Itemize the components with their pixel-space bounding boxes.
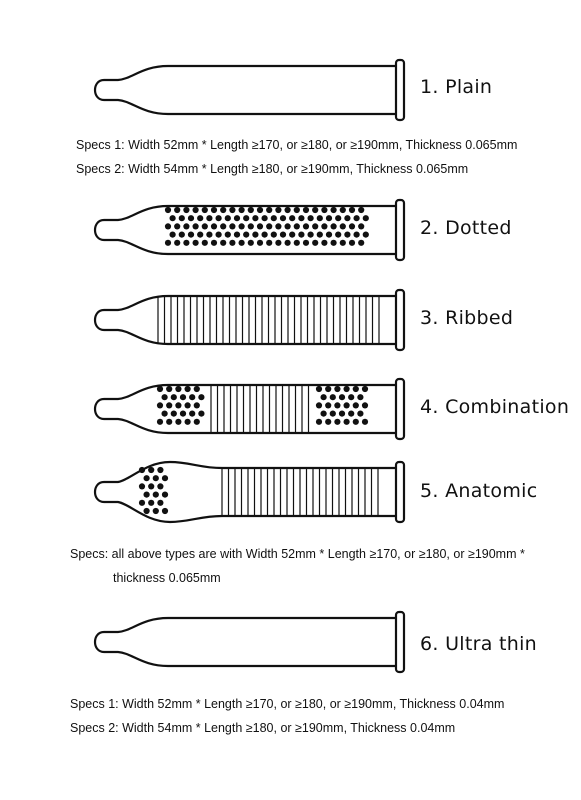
- texture-dot: [353, 402, 359, 408]
- texture-dot: [349, 223, 355, 229]
- condom-ring: [396, 200, 404, 260]
- texture-dot: [262, 215, 268, 221]
- texture-dot: [248, 240, 254, 246]
- texture-dot: [206, 232, 212, 238]
- texture-dot: [185, 402, 191, 408]
- texture-dot: [335, 215, 341, 221]
- texture-dot: [344, 402, 350, 408]
- texture-dot: [243, 232, 249, 238]
- texture-dot: [139, 467, 145, 473]
- texture-dot: [193, 223, 199, 229]
- texture-dot: [139, 483, 145, 489]
- texture-dot: [229, 240, 235, 246]
- texture-dot: [334, 419, 340, 425]
- texture-dot: [239, 207, 245, 213]
- texture-dot: [144, 492, 150, 498]
- texture-dot: [257, 207, 263, 213]
- texture-dot: [266, 207, 272, 213]
- texture-dot: [331, 207, 337, 213]
- texture-dot: [294, 240, 300, 246]
- texture-dot: [275, 223, 281, 229]
- texture-dot: [162, 394, 168, 400]
- texture-dot: [303, 240, 309, 246]
- texture-dot: [362, 419, 368, 425]
- label-ribbed: 3. Ribbed: [420, 307, 514, 329]
- texture-dot: [144, 475, 150, 481]
- texture-dot: [321, 394, 327, 400]
- texture-dot: [189, 394, 195, 400]
- texture-dot: [189, 411, 195, 417]
- spec-bottom-1: Specs 1: Width 52mm * Length ≥170, or ≥180, or ≥190mm, Thickness 0.04mm: [70, 697, 505, 711]
- texture-dot: [312, 240, 318, 246]
- texture-dot: [344, 419, 350, 425]
- texture-dot: [165, 240, 171, 246]
- texture-dot: [252, 215, 258, 221]
- spec-all-line-2: thickness 0.065mm: [113, 571, 221, 585]
- texture-dot: [344, 386, 350, 392]
- texture-dot: [185, 386, 191, 392]
- texture-dot: [166, 386, 172, 392]
- texture-dot: [197, 215, 203, 221]
- texture-dot: [174, 207, 180, 213]
- texture-dot: [289, 215, 295, 221]
- texture-dot: [183, 223, 189, 229]
- texture-dot: [331, 240, 337, 246]
- spec-all-line-1: Specs: all above types are with Width 52mm * Length ≥170, or ≥180, or ≥190mm *: [70, 547, 525, 561]
- texture-dot: [266, 240, 272, 246]
- texture-dot: [348, 411, 354, 417]
- texture-dot: [280, 215, 286, 221]
- label-plain: 1. Plain: [420, 76, 493, 98]
- texture-dot: [334, 386, 340, 392]
- texture-dot: [157, 386, 163, 392]
- texture-dot: [325, 386, 331, 392]
- condom-outline: [95, 206, 395, 254]
- texture-dot: [157, 402, 163, 408]
- texture-dot: [248, 207, 254, 213]
- texture-dot: [194, 386, 200, 392]
- texture-dot: [220, 207, 226, 213]
- texture-dot: [239, 240, 245, 246]
- texture-dot: [198, 394, 204, 400]
- texture-dot: [197, 232, 203, 238]
- texture-dot: [280, 232, 286, 238]
- texture-dot: [285, 207, 291, 213]
- texture-dot: [170, 232, 176, 238]
- texture-dot: [239, 223, 245, 229]
- texture-dot: [166, 402, 172, 408]
- texture-dot: [179, 232, 185, 238]
- label-dotted: 2. Dotted: [420, 217, 512, 239]
- texture-dot: [321, 223, 327, 229]
- texture-dot: [139, 500, 145, 506]
- plain-condom-svg: [0, 52, 581, 128]
- texture-dot: [171, 394, 177, 400]
- texture-dot: [211, 223, 217, 229]
- texture-dot: [344, 215, 350, 221]
- texture-dot: [157, 500, 163, 506]
- texture-dot: [340, 207, 346, 213]
- texture-dot: [353, 419, 359, 425]
- texture-dot: [340, 240, 346, 246]
- texture-dot: [171, 411, 177, 417]
- texture-dot: [211, 207, 217, 213]
- texture-dot: [289, 232, 295, 238]
- texture-dot: [175, 419, 181, 425]
- texture-dot: [180, 411, 186, 417]
- texture-dot: [162, 475, 168, 481]
- texture-dot: [312, 207, 318, 213]
- texture-dot: [185, 419, 191, 425]
- texture-dot: [225, 215, 231, 221]
- texture-dot: [308, 232, 314, 238]
- texture-dot: [220, 240, 226, 246]
- texture-dot: [216, 215, 222, 221]
- texture-dot: [162, 492, 168, 498]
- texture-dot: [266, 223, 272, 229]
- texture-dot: [303, 223, 309, 229]
- texture-dot: [229, 207, 235, 213]
- texture-dot: [317, 232, 323, 238]
- texture-dot: [339, 394, 345, 400]
- texture-dot: [220, 223, 226, 229]
- condom-ring: [396, 379, 404, 439]
- texture-dot: [316, 386, 322, 392]
- texture-dot: [275, 207, 281, 213]
- texture-dot: [334, 402, 340, 408]
- texture-dot: [316, 402, 322, 408]
- texture-dot: [183, 240, 189, 246]
- texture-dot: [162, 411, 168, 417]
- texture-dot: [166, 419, 172, 425]
- texture-dot: [229, 223, 235, 229]
- texture-dot: [317, 215, 323, 221]
- texture-dot: [216, 232, 222, 238]
- texture-dot: [358, 223, 364, 229]
- texture-dot: [326, 232, 332, 238]
- texture-dot: [312, 223, 318, 229]
- texture-dot: [298, 215, 304, 221]
- texture-dot: [348, 394, 354, 400]
- condom-outline: [95, 385, 395, 433]
- texture-dot: [183, 207, 189, 213]
- condom-outline: [95, 618, 395, 666]
- texture-dot: [252, 232, 258, 238]
- texture-dot: [165, 207, 171, 213]
- texture-dot: [353, 386, 359, 392]
- texture-dot: [157, 467, 163, 473]
- texture-dot: [257, 240, 263, 246]
- texture-dot: [234, 232, 240, 238]
- texture-dot: [340, 223, 346, 229]
- texture-dot: [206, 215, 212, 221]
- texture-dot: [188, 215, 194, 221]
- texture-dot: [211, 240, 217, 246]
- texture-dot: [234, 215, 240, 221]
- texture-dot: [148, 483, 154, 489]
- texture-dot: [202, 240, 208, 246]
- texture-dot: [298, 232, 304, 238]
- texture-dot: [358, 207, 364, 213]
- texture-dot: [357, 411, 363, 417]
- texture-dot: [180, 394, 186, 400]
- texture-dot: [303, 207, 309, 213]
- texture-dot: [349, 240, 355, 246]
- texture-dot: [362, 402, 368, 408]
- texture-dot: [362, 386, 368, 392]
- texture-dot: [285, 223, 291, 229]
- texture-dot: [308, 215, 314, 221]
- texture-dot: [198, 411, 204, 417]
- texture-dot: [194, 402, 200, 408]
- texture-dot: [153, 508, 159, 514]
- texture-dot: [354, 215, 360, 221]
- texture-dot: [193, 240, 199, 246]
- condom-ring: [396, 462, 404, 522]
- texture-dot: [157, 483, 163, 489]
- texture-dot: [339, 411, 345, 417]
- condom-ring: [396, 60, 404, 120]
- texture-dot: [321, 411, 327, 417]
- texture-dot: [354, 232, 360, 238]
- plain-condom-illustration: [0, 52, 581, 128]
- texture-dot: [144, 508, 150, 514]
- texture-dot: [335, 232, 341, 238]
- texture-dot: [285, 240, 291, 246]
- texture-dot: [363, 232, 369, 238]
- condom-ring: [396, 290, 404, 350]
- texture-dot: [170, 215, 176, 221]
- texture-dot: [330, 411, 336, 417]
- texture-dot: [165, 223, 171, 229]
- texture-dot: [243, 215, 249, 221]
- label-ultra-thin: 6. Ultra thin: [420, 633, 538, 655]
- texture-dot: [271, 215, 277, 221]
- texture-dot: [153, 492, 159, 498]
- condom-ring: [396, 612, 404, 672]
- texture-dot: [175, 402, 181, 408]
- texture-dot: [148, 467, 154, 473]
- texture-dot: [175, 386, 181, 392]
- texture-dot: [344, 232, 350, 238]
- texture-dot: [188, 232, 194, 238]
- condom-outline: [95, 296, 395, 344]
- texture-dot: [148, 500, 154, 506]
- spec-top-1: Specs 1: Width 52mm * Length ≥170, or ≥180, or ≥190mm, Thickness 0.065mm: [76, 138, 518, 152]
- texture-dot: [174, 240, 180, 246]
- texture-dot: [194, 419, 200, 425]
- texture-dot: [202, 207, 208, 213]
- texture-dot: [275, 240, 281, 246]
- texture-dot: [257, 223, 263, 229]
- texture-dot: [153, 475, 159, 481]
- texture-dot: [179, 215, 185, 221]
- texture-dot: [262, 232, 268, 238]
- texture-dot: [363, 215, 369, 221]
- texture-dot: [357, 394, 363, 400]
- condom-outline: [95, 66, 395, 114]
- texture-dot: [174, 223, 180, 229]
- texture-dot: [325, 419, 331, 425]
- texture-dot: [162, 508, 168, 514]
- texture-dot: [331, 223, 337, 229]
- texture-dot: [157, 419, 163, 425]
- texture-dot: [326, 215, 332, 221]
- texture-dot: [358, 240, 364, 246]
- texture-dot: [349, 207, 355, 213]
- texture-dot: [294, 223, 300, 229]
- texture-dot: [271, 232, 277, 238]
- spec-bottom-2: Specs 2: Width 54mm * Length ≥180, or ≥190mm, Thickness 0.04mm: [70, 721, 456, 735]
- label-anatomic: 5. Anatomic: [420, 480, 538, 502]
- texture-dot: [316, 419, 322, 425]
- texture-dot: [248, 223, 254, 229]
- spec-top-2: Specs 2: Width 54mm * Length ≥180, or ≥190mm, Thickness 0.065mm: [76, 162, 469, 176]
- label-combination: 4. Combination: [420, 396, 570, 418]
- texture-dot: [330, 394, 336, 400]
- texture-dot: [193, 207, 199, 213]
- texture-dot: [294, 207, 300, 213]
- texture-dot: [225, 232, 231, 238]
- texture-dot: [321, 240, 327, 246]
- texture-dot: [321, 207, 327, 213]
- texture-dot: [202, 223, 208, 229]
- texture-dot: [325, 402, 331, 408]
